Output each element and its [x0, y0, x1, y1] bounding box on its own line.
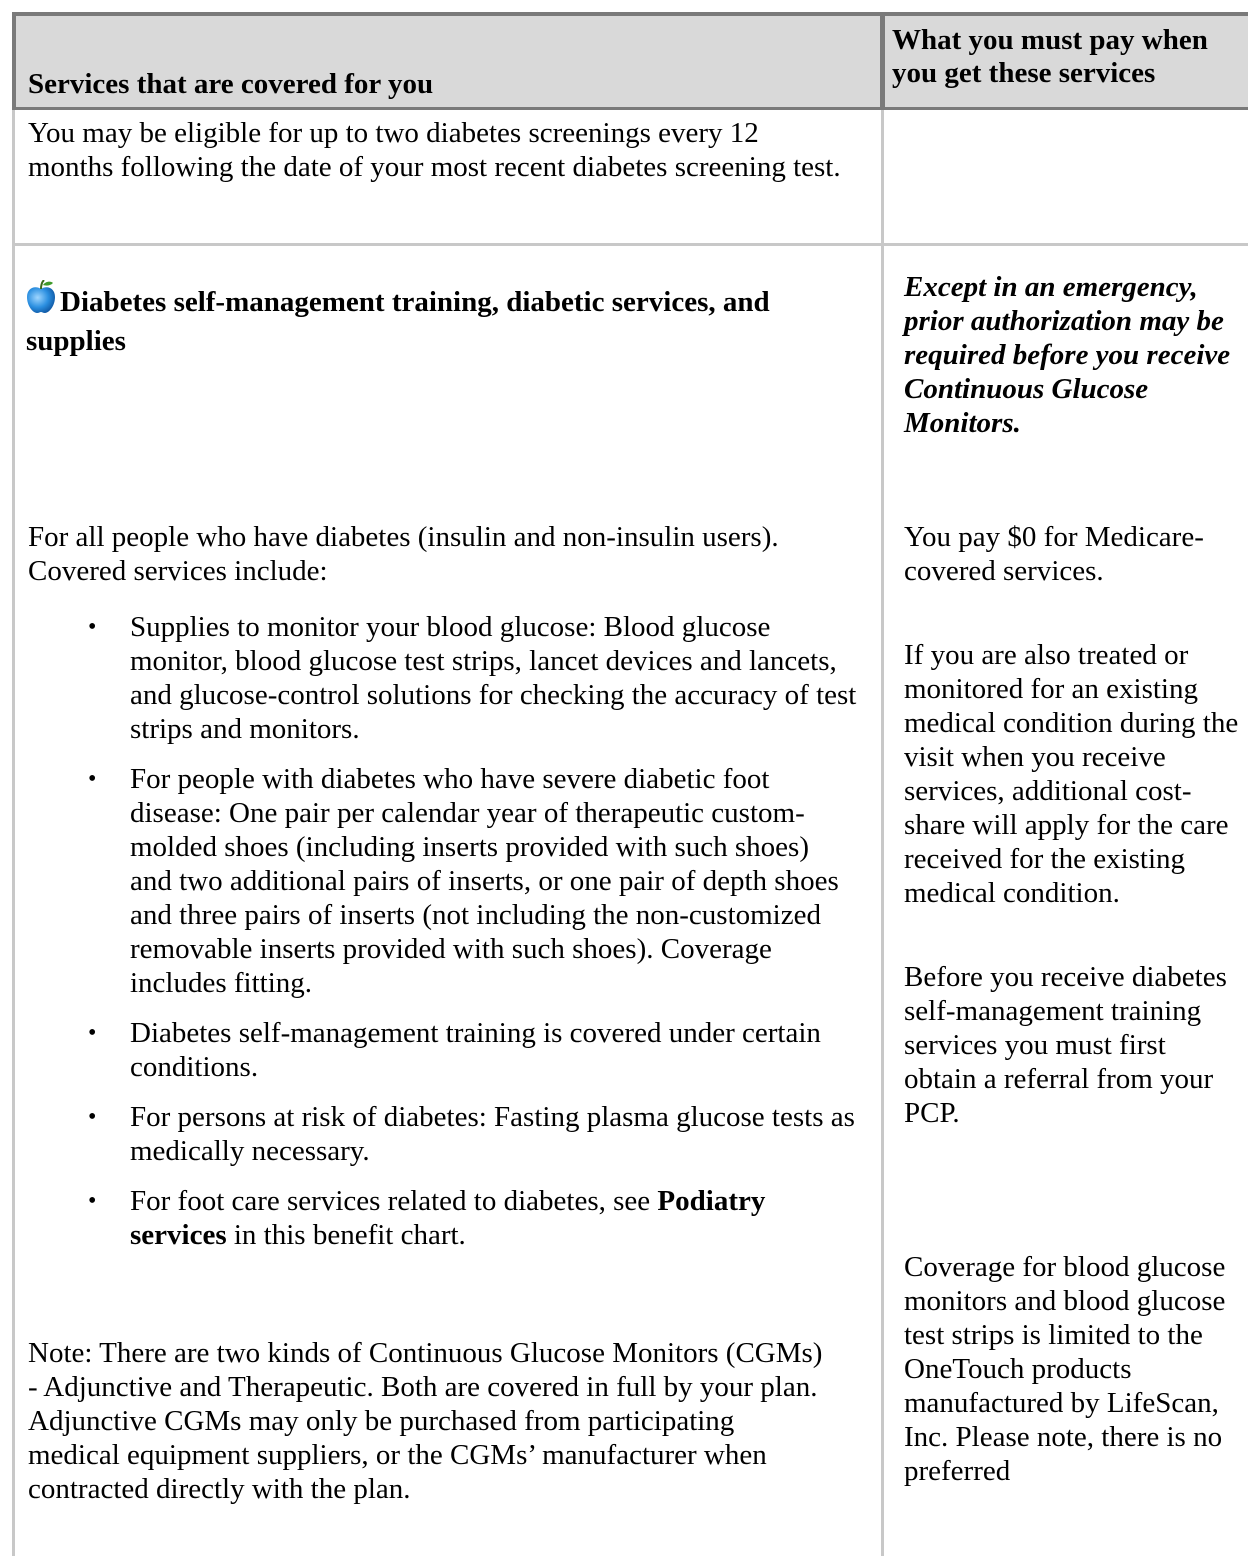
column-divider	[881, 110, 884, 1556]
podiatry-services-reference: Podiatry services	[130, 1185, 766, 1251]
prior-authorization-note: Except in an emergency, prior authorization may be required before you receive Continuous Glucose Monitors.	[904, 271, 1231, 439]
benefit-table	[12, 12, 1248, 1556]
list-item: • Supplies to monitor your blood glucose: Blood glucose monitor, blood glucose test strips, lancet devices and lancets, and glucose-control solutions for checking the accuracy of test strips and monitors.	[88, 610, 858, 746]
diabetes-row-title	[26, 280, 876, 359]
list-item: • For persons at risk of diabetes: Fasting plasma glucose tests as medically necessary.	[88, 1100, 858, 1168]
header-divider	[880, 12, 885, 110]
diabetes-intro: For all people who have diabetes (insulin and non-insulin users). Covered services include:	[28, 521, 779, 587]
row-divider	[12, 243, 1248, 246]
onetouch-coverage-text: Coverage for blood glucose monitors and blood glucose test strips is limited to the OneTouch products manufactured by LifeScan, Inc. Please note, there is no preferred	[904, 1251, 1226, 1487]
header-bottom-border	[12, 107, 1248, 110]
referral-text: Before you receive diabetes self-management training services you must first obtain a referral from your PCP.	[904, 961, 1227, 1129]
header-payment: What you must pay when you get these services	[892, 24, 1208, 89]
header-left-border	[12, 12, 16, 110]
apple-icon	[26, 280, 56, 323]
left-border	[12, 110, 15, 1556]
existing-condition-text: If you are also treated or monitored for an existing medical condition during the visit when you receive services, additional cost-share will apply for the care received for the existing medical condition.	[904, 639, 1239, 909]
list-item: • Diabetes self-management training is covered under certain conditions.	[88, 1016, 858, 1084]
header-top-border	[12, 12, 1248, 16]
covered-services-list	[88, 610, 858, 1268]
cost-share-text: You pay $0 for Medicare-covered services.	[904, 521, 1204, 587]
list-item: • For foot care services related to diabetes, see Podiatry services in this benefit chart.	[88, 1184, 858, 1252]
list-item: • For people with diabetes who have severe diabetic foot disease: One pair per calendar year of therapeutic custom-molded shoes (including inserts provided with such shoes) and two additional pairs of inserts, or one pair of depth shoes and three pairs of inserts (not including the non-customized removable inserts provided with such shoes). Coverage includes fitting.	[88, 762, 858, 1000]
cgm-note: Note: There are two kinds of Continuous Glucose Monitors (CGMs) - Adjunctive and Therapeutic. Both are covered in full by your plan. Adjunctive CGMs may only be purchased from participating medical equipment suppliers, or the CGMs’ manufacturer when contracted directly with the plan.	[28, 1337, 823, 1505]
diabetes-title-text: Diabetes self-management training, diabetic services, and supplies	[26, 286, 770, 357]
header-services: Services that are covered for you	[28, 68, 434, 100]
screening-continuation-text: You may be eligible for up to two diabetes screenings every 12 months following the date of your most recent diabetes screening test.	[28, 117, 841, 183]
